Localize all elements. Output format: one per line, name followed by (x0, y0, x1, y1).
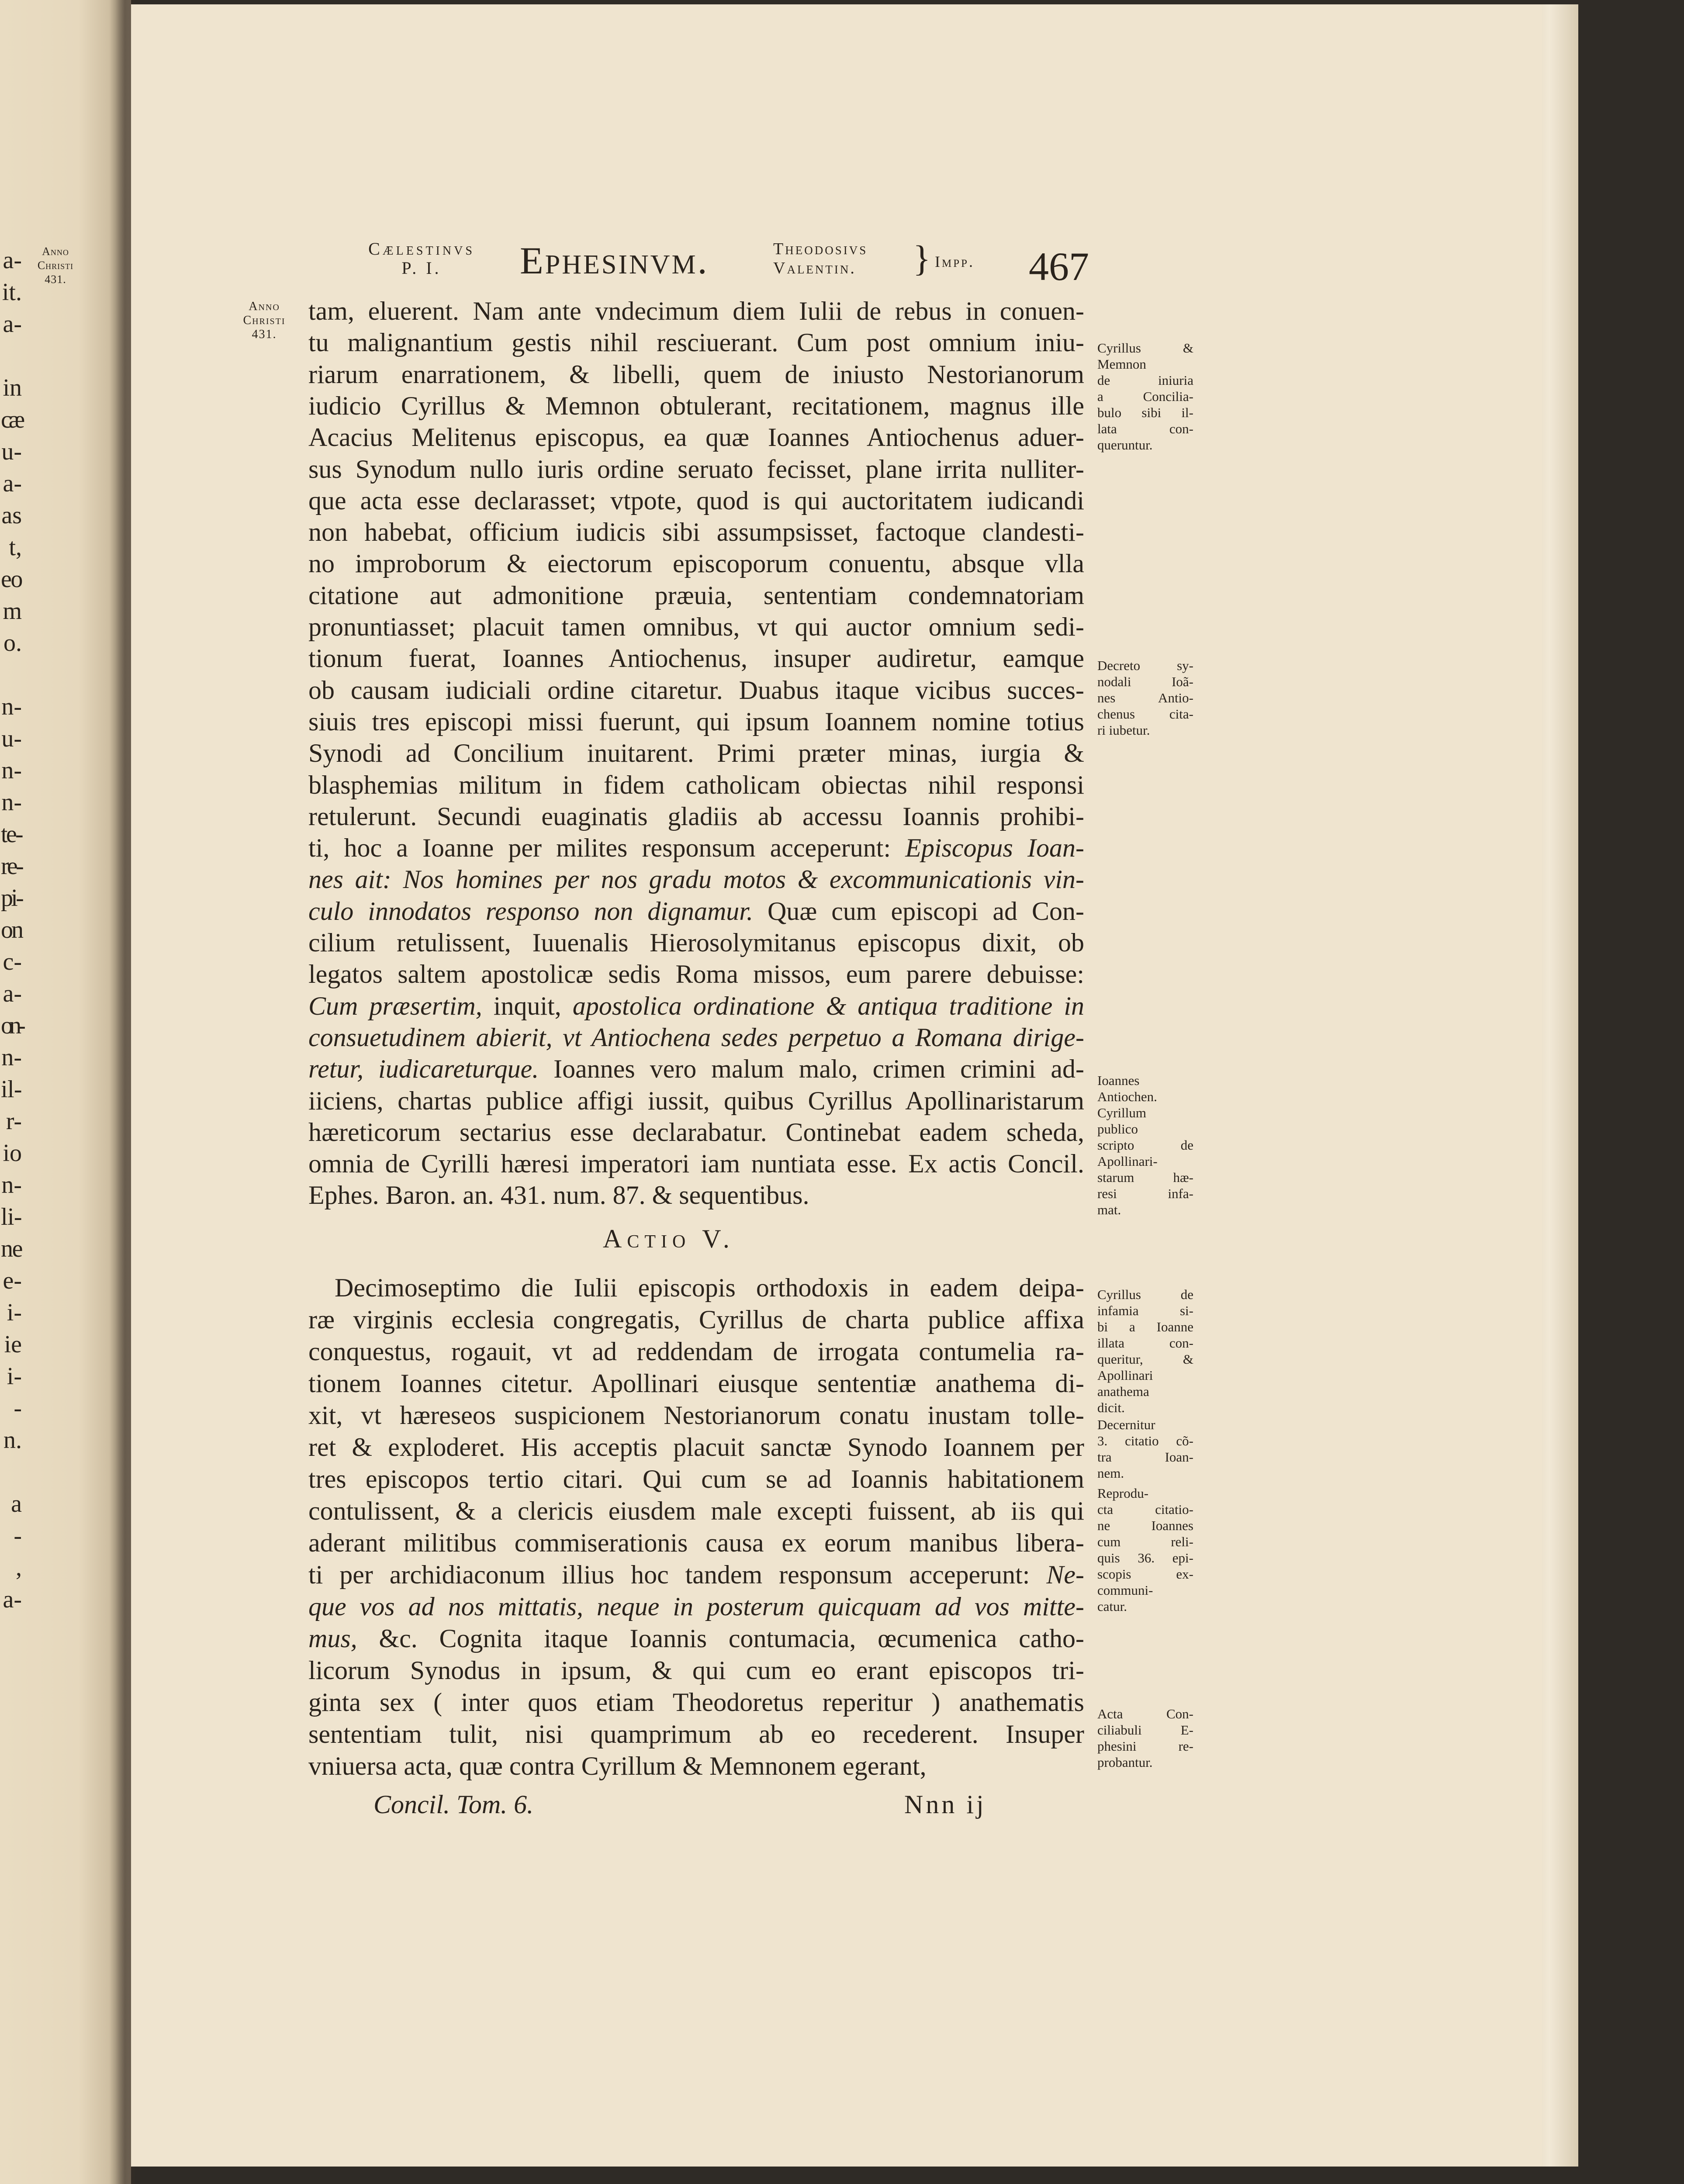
margin-note-line: Decreto sy- (1097, 658, 1193, 673)
margin-note-line: quis 36. epi- (1097, 1550, 1193, 1565)
text-line (308, 737, 1084, 769)
year-note-line: Anno (42, 245, 69, 258)
margin-note-line: tra Ioan- (1097, 1449, 1193, 1465)
margin-note (1097, 1072, 1193, 1218)
text-segment: citatione aut admonitione præuia, sententiam condemnatoriam (308, 581, 1084, 610)
text-segment: &c. Cognita itaque Ioannis contumacia, œcumenica catho- (357, 1624, 1084, 1653)
text-segment: Quæ cum episcopi ad Con- (753, 896, 1084, 926)
margin-note-line: starum hæ- (1097, 1170, 1193, 1185)
margin-note-line: illata con- (1097, 1335, 1193, 1351)
brace-icon: } (913, 238, 931, 279)
text-line (308, 643, 1084, 674)
margin-note-line: nem. (1097, 1465, 1124, 1481)
text-line (308, 706, 1084, 738)
text-line (308, 1527, 1084, 1559)
left-page-fragment: ne (1, 1235, 22, 1262)
text-line (308, 422, 1084, 453)
header-emperor-1: Theodosivs (773, 240, 868, 258)
year-note-line: 431. (252, 328, 277, 341)
section-heading: Actio V. (603, 1224, 735, 1253)
margin-note-line: Reprodu- (1097, 1486, 1149, 1501)
italic-text: mus, (308, 1624, 357, 1653)
left-page-fragment: te- (1, 821, 22, 848)
margin-note-line: Antiochen. (1097, 1089, 1157, 1104)
text-segment: ret & exploderet. His acceptis placuit sanctæ Synodo Ioannem per (308, 1433, 1084, 1462)
margin-note-line: Apollinari- (1097, 1154, 1158, 1169)
text-segment: siuis tres episcopi missi fuerunt, qui ipsum Ioannem nomine totius (308, 707, 1084, 736)
text-segment: riarum enarrationem, & libelli, quem de iniusto Nestorianorum (308, 359, 1084, 389)
left-page-fragment: as (1, 502, 22, 529)
margin-note-line: bulo sibi il- (1097, 405, 1193, 420)
left-page-fragment: u- (1, 438, 22, 465)
margin-note (1097, 657, 1193, 738)
margin-note (1097, 1485, 1193, 1614)
italic-text: culo innodatos responso non dignamur. (308, 896, 753, 926)
left-page-fragment: n- (1, 757, 22, 784)
text-line (308, 1400, 1084, 1431)
header-emperors (773, 239, 868, 278)
left-page-fragment: a- (3, 247, 22, 274)
text-segment: tam, eluerent. Nam ante vndecimum diem Iulii de rebus in conuen- (308, 297, 1084, 325)
text-line (308, 1623, 1084, 1655)
text-segment: non habebat, officium iudicis sibi assumpsisset, factoque clandesti- (308, 518, 1084, 547)
left-page-fragment: n- (1, 693, 22, 720)
text-segment: sus Synodum nullo iuris ordine seruato fecisset, plane irrita nulliter- (308, 454, 1084, 484)
text-line (308, 611, 1084, 643)
margin-note-line: nes Antio- (1097, 690, 1193, 705)
header-pope (343, 239, 500, 278)
margin-note-line: scripto de (1097, 1137, 1193, 1153)
left-page-fragment: on (1, 916, 22, 943)
text-segment: pronuntiasset; placuit tamen omnibus, vt qui auctor omnium sedi- (308, 612, 1084, 641)
margin-year-note (225, 300, 304, 342)
left-page-fragment: n- (1, 789, 22, 816)
left-page-fragment: pi- (1, 885, 22, 912)
margin-note-line: ri iubetur. (1097, 722, 1150, 738)
margin-note-line: Decernitur (1097, 1417, 1155, 1432)
text-line (308, 548, 1084, 580)
text-line (308, 1463, 1084, 1495)
text-line (308, 295, 1084, 327)
margin-note-line: ne Ioannes (1097, 1518, 1193, 1533)
margin-note (1097, 340, 1193, 453)
text-segment: tu malignantium gestis nihil resciuerant. Cum post omnium iniu- (308, 328, 1084, 357)
margin-note-line: catur. (1097, 1599, 1127, 1614)
italic-text: que vos ad nos mittatis, neque in posterum quicquam ad vos mitte- (308, 1592, 1084, 1621)
left-page-fragment: eo (1, 566, 22, 593)
footer-volume-signature: Concil. Tom. 6. (373, 1790, 534, 1819)
left-page-fragment: a- (3, 470, 22, 497)
left-page-fragment: n- (1, 1044, 22, 1071)
text-segment: retulerunt. Secundi euaginatis gladiis ab accessu Ioannis prohibi- (308, 802, 1084, 831)
left-page-fragment: e- (3, 1267, 22, 1294)
left-page-fragment: o. (3, 629, 22, 657)
italic-text: nes ait: Nos homines per nos gradu motos & excommunicationis vin- (308, 865, 1084, 894)
text-line (308, 327, 1084, 359)
margin-note-line: Apollinari (1097, 1368, 1153, 1383)
italic-text: retur, iudicareturque. (308, 1054, 539, 1084)
margin-note-line: dicit. (1097, 1400, 1125, 1415)
header-pope-name: Cælestinvs (368, 239, 475, 259)
text-line (308, 1053, 1084, 1085)
header-pope-number: P. I. (401, 258, 442, 278)
left-page-fragment: i- (7, 1363, 22, 1390)
text-segment: que acta esse declarasset; vtpote, quod is qui auctoritatem iudicandi (308, 486, 1084, 515)
margin-note-line: phesini re- (1097, 1738, 1193, 1754)
left-page-fragment: i- (7, 1299, 22, 1326)
text-segment: aderant militibus commiserationis causa ex eorum manibus libera- (308, 1528, 1084, 1557)
margin-note-line: ciliabuli E- (1097, 1722, 1193, 1738)
margin-note-line: Cyrillus de (1097, 1287, 1193, 1302)
text-line (308, 1085, 1084, 1117)
left-page-fragment: u- (1, 725, 22, 752)
text-line (308, 1686, 1084, 1718)
margin-note-line: Cyrillum (1097, 1105, 1146, 1120)
text-line (308, 801, 1084, 833)
text-segment: conquestus, rogauit, vt ad reddendam de irrogata contumelia ra- (308, 1337, 1084, 1366)
margin-note-line: cta citatio- (1097, 1502, 1193, 1517)
text-segment: tionum fuerat, Ioannes Antiochenus, insuper audiretur, eamque (308, 644, 1084, 673)
left-page-fragment: il- (0, 1076, 22, 1103)
left-page-fragment: t, (9, 534, 22, 561)
text-line (308, 832, 1084, 864)
text-segment: legatos saltem apostolicæ sedis Roma missos, eum parere debuisse: (308, 960, 1084, 989)
left-page-fragment: r- (6, 1108, 22, 1135)
text-line (308, 769, 1084, 801)
margin-note-line: nodali Ioã- (1097, 674, 1193, 689)
year-note-line: Anno (249, 300, 280, 313)
margin-note-line: anathema (1097, 1384, 1149, 1399)
text-line (308, 1368, 1084, 1400)
italic-text: Cum præsertim, (308, 991, 482, 1020)
text-line (308, 1148, 1084, 1180)
text-segment: Decimoseptimo die Iulii episcopis orthodoxis in eadem deipa- (335, 1273, 1084, 1302)
text-line (308, 1304, 1084, 1336)
left-page-fragment: a- (3, 311, 22, 338)
text-segment: blasphemias militum in fidem catholicam obiectas nihil responsi (308, 770, 1084, 799)
left-page-fragment: it. (2, 279, 22, 306)
text-segment: inquit, (482, 991, 573, 1020)
text-line (308, 516, 1084, 548)
left-page-fragment: on- (1, 1012, 22, 1039)
left-page-fragment: n- (1, 1171, 22, 1199)
text-line (308, 580, 1084, 612)
text-line (308, 895, 1084, 927)
margin-note-line: Cyrillus & (1097, 340, 1193, 356)
text-segment: licorum Synodus in ipsum, & qui cum eo erant episcopos tri- (308, 1656, 1084, 1685)
text-segment: ti, hoc a Ioanne per milites responsum acceperunt: (308, 833, 906, 863)
text-segment: iiciens, chartas publice affigi iussit, quibus Cyrillus Apollinaristarum (308, 1086, 1084, 1115)
left-page-fragment: a- (3, 1586, 22, 1613)
text-line (308, 1718, 1084, 1750)
text-segment: vniuersa acta, quæ contra Cyrillum & Memnonem egerant, (308, 1752, 927, 1780)
italic-text: apostolica ordinatione & antiqua traditione in (572, 991, 1085, 1020)
text-line (335, 1272, 1084, 1304)
margin-note-line: probantur. (1097, 1755, 1153, 1770)
text-line (308, 958, 1084, 990)
italic-text: consuetudinem abierit, vt Antiochena sedes perpetuo a Romana dirige- (308, 1023, 1084, 1052)
text-line (308, 1431, 1084, 1463)
left-page-fragment: a- (3, 980, 22, 1007)
left-page-fragment: ie (4, 1331, 22, 1358)
text-line (308, 864, 1084, 895)
margin-note-line: publico (1097, 1121, 1138, 1137)
margin-note (1097, 1417, 1193, 1481)
text-line (308, 927, 1084, 959)
margin-note (1097, 1706, 1193, 1770)
margin-note-line: bi a Ioanne (1097, 1319, 1193, 1334)
text-line (308, 390, 1084, 422)
text-segment: Ephes. Baron. an. 431. num. 87. & sequentibus. (308, 1181, 809, 1210)
text-segment: ob causam iudiciali ordine citaretur. Duabus itaque vicibus succes- (308, 675, 1084, 705)
left-page-fragment: , (16, 1554, 22, 1581)
italic-text: Ne- (1046, 1560, 1084, 1589)
margin-note-line: Memnon (1097, 356, 1146, 372)
margin-note-line: infamia si- (1097, 1303, 1193, 1318)
header-title: Ephesinvm. (520, 240, 709, 282)
italic-text: Episcopus Ioan- (905, 833, 1084, 863)
left-page-fragment: li- (0, 1203, 22, 1230)
text-line (308, 485, 1084, 517)
text-segment: Synodi ad Concilium inuitarent. Primi præter minas, iurgia & (308, 739, 1084, 768)
text-line (308, 1022, 1084, 1054)
text-segment: cilium retulissent, Iuuenalis Hierosolymitanus episcopus dixit, ob (308, 928, 1084, 957)
text-segment: Acacius Melitenus episcopus, ea quæ Ioannes Antiochenus aduer- (308, 423, 1084, 452)
text-line (308, 1116, 1084, 1148)
text-segment: contulissent, & a clericis eiusdem male excepti fuissent, ab iis qui (308, 1496, 1084, 1525)
margin-note-line: a Concilia- (1097, 389, 1193, 404)
margin-note-line: lata con- (1097, 421, 1193, 436)
margin-note (1097, 1286, 1193, 1416)
left-page-fragment: cæ (1, 406, 22, 433)
margin-note-line: queruntur. (1097, 437, 1153, 453)
text-line (308, 1179, 809, 1211)
year-note-line: Christi (37, 259, 74, 272)
text-line (308, 1495, 1084, 1527)
text-segment: tionem Ioannes citetur. Apollinari eiusque sententiæ anathema di- (308, 1369, 1084, 1398)
text-line (308, 1336, 1084, 1368)
margin-note-line: cum reli- (1097, 1534, 1193, 1549)
page-number: 467 (1029, 244, 1089, 289)
text-line (308, 1559, 1084, 1591)
header-emperor-2: Valentin. (773, 259, 856, 277)
margin-note-line: queritur, & (1097, 1351, 1193, 1367)
text-line (308, 674, 1084, 706)
text-segment: no improborum & eiectorum episcoporum conuentu, absque vlla (308, 549, 1084, 578)
text-line (308, 1750, 927, 1782)
left-page-fragment: - (14, 1522, 22, 1549)
left-page-fragment: in (3, 374, 22, 401)
text-segment: xit, vt hæreseos suspicionem Nestorianorum conatu inustam tolle- (308, 1401, 1084, 1430)
left-page-fragment: c- (3, 948, 22, 975)
left-page-fragment: n. (3, 1427, 22, 1454)
text-line (308, 359, 1084, 390)
text-segment: Ioannes vero malum malo, crimen crimini ad- (539, 1054, 1084, 1084)
left-page-year-note (27, 245, 84, 287)
text-line (308, 1591, 1084, 1623)
left-page-fragment: re- (1, 853, 22, 880)
text-segment: hæreticorum sectarius esse declarabatur. Continebat eadem scheda, (308, 1117, 1084, 1147)
text-segment: omnia de Cyrilli hæresi imperatori iam nuntiata esse. Ex actis Concil. (308, 1149, 1084, 1178)
year-note-line: 431. (45, 273, 66, 286)
header-impp: Impp. (935, 253, 975, 270)
text-segment: ti per archidiaconum illius hoc tandem responsum acceperunt: (308, 1560, 1047, 1589)
text-segment: ginta sex ( inter quos etiam Theodoretus reperitur ) anathematis (308, 1688, 1084, 1717)
margin-note-line: mat. (1097, 1202, 1121, 1217)
margin-note-line: scopis ex- (1097, 1566, 1193, 1582)
margin-note-line: Acta Con- (1097, 1706, 1193, 1721)
margin-note-line: de iniuria (1097, 373, 1193, 388)
margin-note-line: 3. citatio cõ- (1097, 1433, 1193, 1448)
text-line (308, 453, 1084, 485)
text-line (308, 990, 1084, 1022)
text-segment: iudicio Cyrillus & Memnon obtulerant, recitationem, magnus ille (308, 391, 1084, 420)
margin-note-line: resi infa- (1097, 1186, 1193, 1201)
left-page-fragment: io (3, 1140, 22, 1167)
year-note-line: Christi (243, 314, 286, 327)
text-line (308, 1655, 1084, 1686)
left-page-fragment: a (11, 1490, 22, 1517)
text-segment: sententiam tulit, nisi quamprimum ab eo recederent. Insuper (308, 1720, 1084, 1749)
footer-gathering-signature: Nnn ij (904, 1790, 986, 1819)
margin-note-line: communi- (1097, 1583, 1153, 1598)
text-segment: ræ virginis ecclesia congregatis, Cyrillus de charta publice affixa (308, 1305, 1084, 1334)
text-segment: tres episcopos tertio citari. Qui cum se ad Ioannis habitationem (308, 1465, 1084, 1493)
left-page-fragment: m (3, 598, 22, 625)
left-page-fragment: - (14, 1395, 22, 1422)
margin-note-line: chenus cita- (1097, 706, 1193, 722)
margin-note-line: Ioannes (1097, 1073, 1140, 1088)
